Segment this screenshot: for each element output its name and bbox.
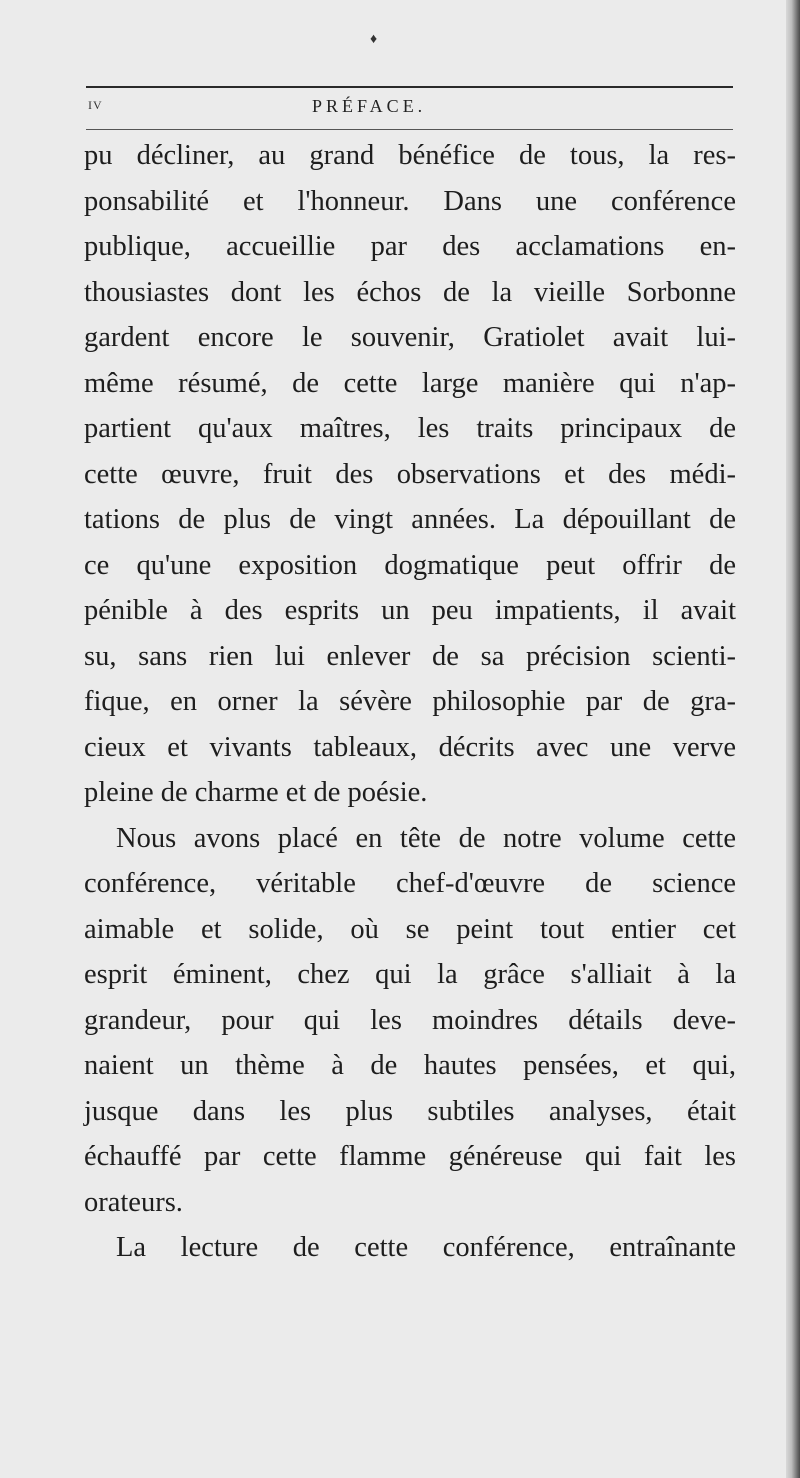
text-line: esprit éminent, chez qui la grâce s'alliait à la [84, 959, 736, 990]
text-line: cette œuvre, fruit des observations et des médi- [84, 458, 736, 490]
text-line: naient un thème à de hautes pensées, et qui, [84, 1050, 736, 1081]
text-line: gardent encore le souvenir, Gratiolet avait lui- [84, 322, 736, 353]
body-text [84, 133, 736, 1271]
text-line: fique, en orner la sévère philosophie par de gra- [84, 686, 736, 717]
text-line: orateurs. [84, 1186, 183, 1218]
running-head: PRÉFACE. [312, 96, 427, 116]
text-line: ponsabilité et l'honneur. Dans une conférence [84, 185, 736, 217]
text-line: ce qu'une exposition dogmatique peut offrir de [84, 549, 736, 581]
text-line: Nous avons placé en tête de notre volume cette [116, 822, 736, 854]
text-line: conférence, véritable chef-d'œuvre de science [84, 868, 736, 899]
header-rule-bottom [86, 129, 733, 130]
text-line: jusque dans les plus subtiles analyses, était [84, 1095, 736, 1127]
text-line: thousiastes dont les échos de la vieille Sorbonne [84, 276, 736, 308]
text-line: même résumé, de cette large manière qui n'ap- [84, 367, 736, 399]
text-line: échauffé par cette flamme généreuse qui fait les [84, 1141, 736, 1172]
text-line: aimable et solide, où se peint tout entier cet [84, 913, 736, 945]
text-line: cieux et vivants tableaux, décrits avec une verve [84, 731, 736, 763]
text-line: pleine de charme et de poésie. [84, 777, 428, 808]
page-edge-shadow [786, 0, 800, 1478]
text-line: publique, accueillie par des acclamations en- [84, 231, 736, 262]
page-number: IV [88, 98, 103, 112]
text-line: tations de plus de vingt années. La dépouillant de [84, 504, 736, 535]
text-line: pénible à des esprits un peu impatients, il avait [84, 595, 736, 626]
text-line: su, sans rien lui enlever de sa précision scienti- [84, 640, 736, 672]
text-line: La lecture de cette conférence, entraînante [116, 1232, 736, 1263]
text-line: pu décliner, au grand bénéfice de tous, la res- [84, 140, 736, 171]
ink-speck: ♦ [370, 32, 378, 47]
text-line: partient qu'aux maîtres, les traits principaux de [84, 413, 736, 444]
text-line: grandeur, pour qui les moindres détails deve- [84, 1004, 736, 1036]
header-rule-top [86, 86, 733, 88]
